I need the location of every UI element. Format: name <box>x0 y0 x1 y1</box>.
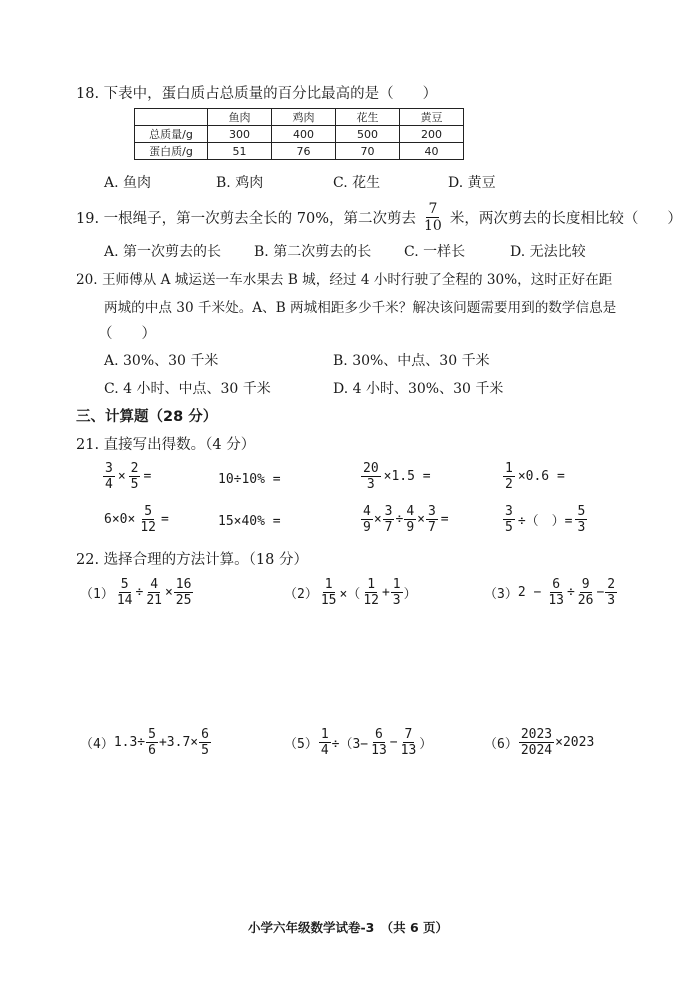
fraction-numerator: 20 <box>363 461 379 476</box>
q20-line3: （ ） <box>98 326 156 342</box>
fraction <box>146 728 158 757</box>
q22-problem-3 <box>484 578 618 607</box>
q19-option-d: D. 无法比较 <box>510 244 586 260</box>
fraction-denominator: 4 <box>320 743 329 758</box>
fraction-denominator: 13 <box>371 743 387 758</box>
q21-ex6: 15×40% = <box>218 514 281 529</box>
fraction-numerator: 3 <box>105 461 113 476</box>
fraction <box>503 462 515 491</box>
fraction <box>391 578 403 607</box>
table-cell <box>135 109 208 126</box>
fraction <box>174 578 194 607</box>
table-row <box>135 143 464 160</box>
q21-ex3 <box>360 462 433 491</box>
expression-prefix: 6×0× <box>104 512 136 527</box>
table-cell: 400 <box>272 126 336 143</box>
q21-ex7 <box>360 505 451 534</box>
operator: ÷ <box>566 585 575 600</box>
q21-ex1 <box>102 462 153 491</box>
table-cell: 花生 <box>336 109 400 126</box>
table-row <box>135 126 464 143</box>
close-paren: ） <box>419 737 433 752</box>
problem-label: （5） <box>284 737 318 752</box>
q19-text-before: 19. 一根绳子，第一次剪去全长的 70%，第二次剪去 <box>76 211 417 227</box>
fraction-denominator: 25 <box>175 593 192 608</box>
fraction-numerator: 6 <box>375 727 383 742</box>
equals-sign: = <box>143 469 152 484</box>
equals-sign: = <box>160 512 169 527</box>
fraction-denominator: 9 <box>363 520 371 535</box>
table-cell: 51 <box>208 143 272 160</box>
fraction-denominator: 15 <box>320 593 337 608</box>
fraction-denominator: 5 <box>505 520 513 535</box>
expression-middle: ÷（ ）= <box>517 514 573 529</box>
q21-ex2: 10÷10% = <box>218 472 281 487</box>
fraction <box>576 578 596 607</box>
q19-text <box>76 202 682 233</box>
problem-label: （4） <box>80 737 114 752</box>
q19-option-a: A. 第一次剪去的长 <box>104 244 222 260</box>
q20-option-c: C. 4 小时、中点、30 千米 <box>104 381 271 397</box>
fraction-numerator: 3 <box>384 504 393 519</box>
table-cell: 总质量/g <box>135 126 208 143</box>
fraction <box>399 728 419 757</box>
table-cell: 40 <box>400 143 464 160</box>
fraction <box>361 462 381 491</box>
fraction-denominator: 10 <box>424 218 442 234</box>
fraction-numerator: 6 <box>201 727 209 742</box>
table-cell: 300 <box>208 126 272 143</box>
q18-table <box>134 108 464 160</box>
operator: − <box>389 735 398 750</box>
problem-label: （6） <box>484 737 518 752</box>
q22-problem-4 <box>80 728 212 757</box>
fraction <box>369 728 389 757</box>
table-cell: 76 <box>272 143 336 160</box>
fraction-denominator: 13 <box>548 593 564 608</box>
table-cell: 500 <box>336 126 400 143</box>
q21-title: 21. 直接写出得数。（4 分） <box>76 437 256 453</box>
fraction <box>361 578 381 607</box>
q22-problem-6 <box>484 728 594 757</box>
table-cell: 黄豆 <box>400 109 464 126</box>
q22-problem-2 <box>284 578 417 607</box>
operator: ÷ <box>395 512 404 527</box>
table-cell: 鸡肉 <box>272 109 336 126</box>
fraction <box>138 505 158 534</box>
fraction-denominator: 6 <box>148 743 156 758</box>
q19-option-c: C. 一样长 <box>404 244 466 260</box>
fraction <box>383 505 395 534</box>
fraction-numerator: 7 <box>404 727 413 742</box>
expression-rest: ×0.6 = <box>517 469 565 484</box>
operator: × <box>117 469 126 484</box>
close-paren: ） <box>403 587 417 602</box>
expression-middle: +3.7× <box>158 735 199 750</box>
fraction-denominator: 14 <box>116 593 133 608</box>
operator: × <box>417 512 425 527</box>
expression-prefix: 1.3÷ <box>113 735 146 750</box>
fraction-numerator: 6 <box>552 577 561 592</box>
fraction <box>404 505 416 534</box>
fraction <box>575 505 587 534</box>
fraction-numerator: 1 <box>324 577 333 592</box>
table-header-row <box>135 109 464 126</box>
fraction <box>519 728 554 757</box>
fraction-denominator: 3 <box>392 593 401 608</box>
equals-sign: = <box>440 512 449 527</box>
operator: × <box>164 585 173 600</box>
fraction-denominator: 5 <box>201 743 209 758</box>
fraction-numerator: 2 <box>607 577 616 592</box>
problem-label: （3） <box>484 587 518 602</box>
operator: × <box>373 512 382 527</box>
fraction <box>144 578 164 607</box>
fraction-denominator: 3 <box>577 520 586 535</box>
fraction <box>503 505 515 534</box>
q18-option-d: D. 黄豆 <box>448 175 496 191</box>
fraction-denominator: 3 <box>366 477 375 492</box>
fraction-numerator: 4 <box>363 504 371 519</box>
operator: − <box>596 585 605 600</box>
fraction-numerator: 3 <box>427 504 436 519</box>
fraction-numerator: 16 <box>175 577 192 592</box>
q21-ex4 <box>502 462 567 491</box>
fraction-denominator: 12 <box>363 593 379 608</box>
fraction-numerator: 4 <box>406 504 415 519</box>
fraction-denominator: 4 <box>105 477 113 492</box>
q19-text-after: 米，两次剪去的长度相比较（ ） <box>449 211 682 227</box>
fraction <box>546 578 566 607</box>
expression-middle: ÷（3− <box>331 737 369 752</box>
q20-line1: 20. 王师傅从 A 城运送一车水果去 B 城，经过 4 小时行驶了全程的 30%，这时正好在距 <box>76 272 613 288</box>
fraction <box>319 728 331 757</box>
expression-rest: ×1.5 = <box>383 469 431 484</box>
q20-line2: 两城的中点 30 千米处。A、B 两城相距多少千米？解决该问题需要用到的数学信息是 <box>104 300 617 316</box>
fraction-denominator: 12 <box>140 520 156 535</box>
operator: ÷ <box>135 585 144 600</box>
section-title: 三、计算题（28 分） <box>76 409 218 425</box>
q18-text: 18. 下表中，蛋白质占总质量的百分比最高的是（ ） <box>76 86 438 102</box>
fraction <box>115 578 135 607</box>
fraction-denominator: 26 <box>577 593 594 608</box>
fraction-denominator: 7 <box>384 520 393 535</box>
fraction-numerator: 4 <box>150 577 159 592</box>
fraction <box>319 578 339 607</box>
fraction-numerator: 1 <box>367 577 376 592</box>
q22-problem-5 <box>284 728 432 757</box>
fraction-numerator: 3 <box>505 504 513 519</box>
q21-ex8 <box>502 505 588 534</box>
fraction-numerator: 5 <box>120 577 129 592</box>
fraction <box>361 505 373 534</box>
q20-option-b: B. 30%、中点、30 千米 <box>333 353 490 369</box>
fraction-numerator: 5 <box>144 504 153 519</box>
q18-option-a: A. 鱼肉 <box>104 175 152 191</box>
q20-option-d: D. 4 小时、30%、30 千米 <box>333 381 504 397</box>
q22-problem-1 <box>80 578 194 607</box>
table-cell: 鱼肉 <box>208 109 272 126</box>
q22-title: 22. 选择合理的方法计算。（18 分） <box>76 552 308 568</box>
q21-ex5 <box>102 505 171 534</box>
fraction <box>199 728 211 757</box>
fraction <box>129 462 141 491</box>
table-cell: 200 <box>400 126 464 143</box>
expression-prefix: 2 − <box>517 585 542 600</box>
problem-label: （2） <box>284 587 318 602</box>
q20-option-a: A. 30%、30 千米 <box>104 353 219 369</box>
fraction-denominator: 13 <box>400 743 417 758</box>
fraction-numerator: 9 <box>581 577 590 592</box>
fraction-denominator: 3 <box>607 593 616 608</box>
fraction-denominator: 5 <box>130 477 139 492</box>
fraction-numerator: 1 <box>505 461 513 476</box>
fraction-denominator: 21 <box>146 593 162 608</box>
fraction-numerator: 7 <box>428 201 438 217</box>
fraction <box>103 462 115 491</box>
fraction-denominator: 9 <box>406 520 415 535</box>
fraction-numerator: 5 <box>148 727 156 742</box>
fraction-numerator: 2 <box>130 461 139 476</box>
fraction-numerator: 1 <box>320 727 329 742</box>
fraction-numerator: 5 <box>577 504 586 519</box>
q18-option-b: B. 鸡肉 <box>216 175 264 191</box>
table-cell: 70 <box>336 143 400 160</box>
q19-fraction <box>422 202 444 233</box>
fraction-denominator: 2 <box>505 477 513 492</box>
operator: ×（ <box>339 587 361 602</box>
fraction-numerator: 2023 <box>520 727 553 742</box>
table-cell: 蛋白质/g <box>135 143 208 160</box>
fraction <box>605 578 617 607</box>
q19-option-b: B. 第二次剪去的长 <box>254 244 372 260</box>
fraction-denominator: 7 <box>427 520 436 535</box>
page-footer: 小学六年级数学试卷-3 （共 6 页） <box>247 920 449 935</box>
q18-option-c: C. 花生 <box>333 175 381 191</box>
fraction-denominator: 2024 <box>520 743 553 758</box>
fraction <box>426 505 438 534</box>
fraction-numerator: 1 <box>392 577 401 592</box>
expression-rest: ×2023 <box>555 735 595 750</box>
operator: + <box>381 585 390 600</box>
problem-label: （1） <box>80 587 114 602</box>
